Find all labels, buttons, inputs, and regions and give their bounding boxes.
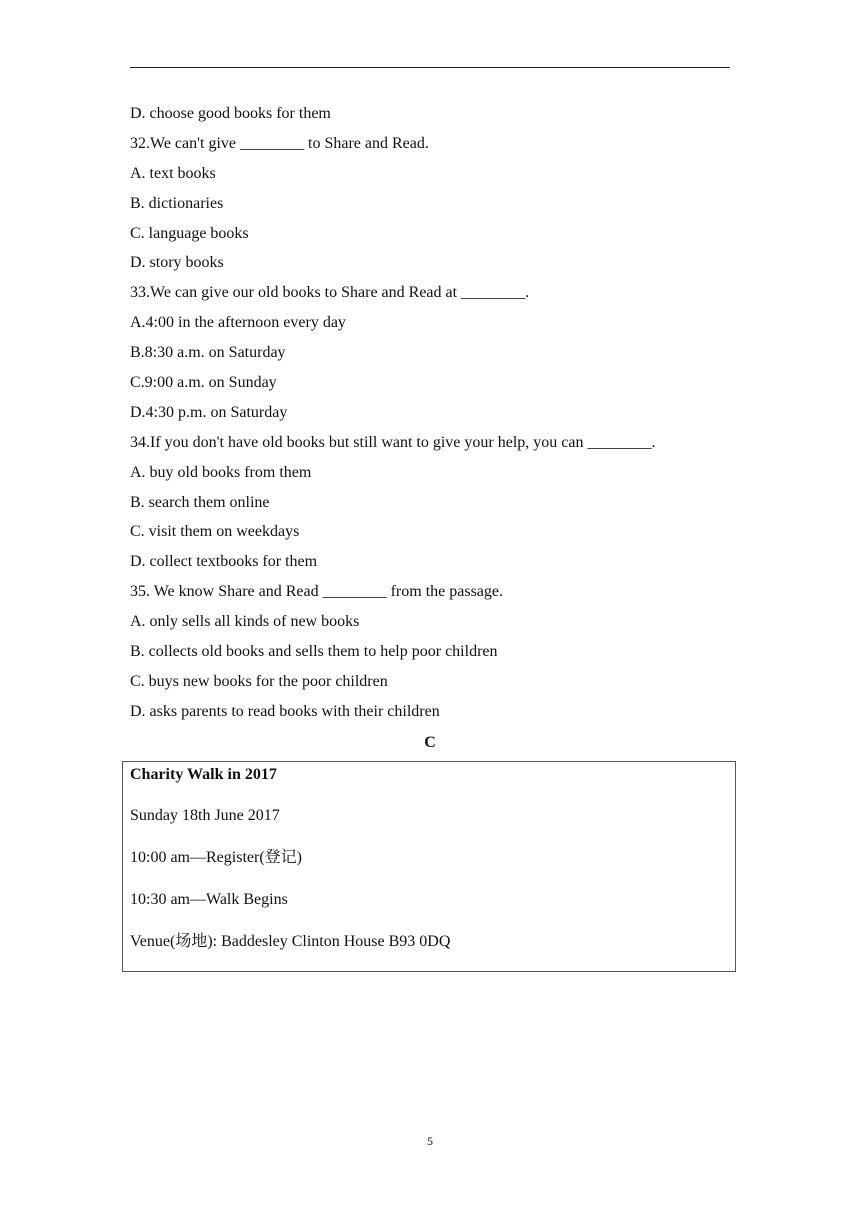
- option-34-b: B. search them online: [130, 493, 270, 511]
- option-33-c: C.9:00 a.m. on Sunday: [130, 374, 277, 392]
- option-33-b: B.8:30 a.m. on Saturday: [130, 344, 286, 362]
- notice-title: Charity Walk in 2017: [130, 766, 277, 783]
- question-list: [130, 103, 730, 731]
- option-35-d: D. asks parents to read books with their children: [130, 702, 440, 720]
- question-33: 33.We can give our old books to Share and Read at ________.: [130, 284, 530, 302]
- option-32-c: C. language books: [130, 224, 249, 242]
- option-35-a: A. only sells all kinds of new books: [130, 613, 360, 631]
- option-34-a: A. buy old books from them: [130, 463, 312, 481]
- section-heading: C: [424, 734, 436, 751]
- notice-register-time: 10:00 am—Register(登记): [130, 849, 302, 866]
- option-32-b: B. dictionaries: [130, 194, 224, 212]
- notice-date: Sunday 18th June 2017: [130, 807, 280, 824]
- option-33-a: A.4:00 in the afternoon every day: [130, 314, 346, 332]
- option-34-d: D. collect textbooks for them: [130, 553, 318, 571]
- option-31-d: D. choose good books for them: [130, 105, 331, 122]
- notice-walk-time: 10:30 am—Walk Begins: [130, 891, 288, 908]
- option-32-a: A. text books: [130, 164, 216, 182]
- page-number: 5: [427, 1134, 433, 1148]
- question-32: 32.We can't give ________ to Share and Read.: [130, 134, 429, 152]
- header-rule: [130, 67, 730, 68]
- option-34-c: C. visit them on weekdays: [130, 523, 300, 541]
- option-35-c: C. buys new books for the poor children: [130, 672, 388, 690]
- charity-walk-notice: [122, 761, 736, 972]
- option-33-d: D.4:30 p.m. on Saturday: [130, 403, 288, 421]
- question-35: 35. We know Share and Read ________ from the passage.: [130, 583, 503, 601]
- option-35-b: B. collects old books and sells them to help poor children: [130, 643, 498, 661]
- option-32-d: D. story books: [130, 254, 224, 272]
- notice-venue: Venue(场地): Baddesley Clinton House B93 0DQ: [130, 933, 451, 950]
- question-34: 34.If you don't have old books but still want to give your help, you can ________.: [130, 433, 656, 451]
